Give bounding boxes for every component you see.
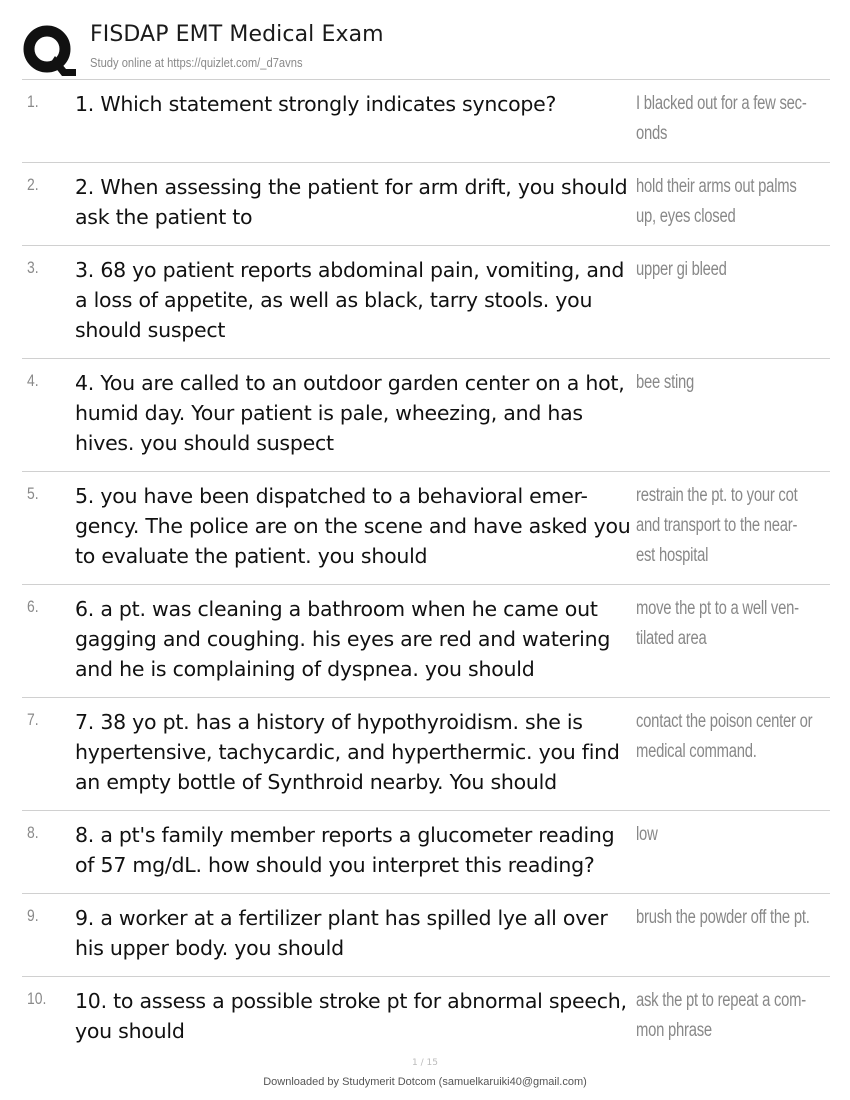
- card-definition: bee sting: [636, 372, 695, 393]
- card-number: 6.: [27, 597, 39, 616]
- page-title: FISDAP EMT Medical Exam: [90, 22, 384, 47]
- flashcard-row: [22, 80, 830, 163]
- card-number: 5.: [27, 484, 39, 503]
- card-definition: contact the poison center or medical command.: [636, 711, 813, 762]
- card-definition: move the pt to a well ven-tilated area: [636, 598, 799, 649]
- card-number: 10.: [27, 989, 47, 1008]
- flashcard-row: [22, 246, 830, 359]
- card-term: 5. you have been dispatched to a behavioral emer-gency. The police are on the scene and have asked you to evaluate the patient. you should: [75, 484, 631, 568]
- card-term: 2. When assessing the patient for arm drift, you should ask the patient to: [75, 175, 628, 229]
- quizlet-logo-icon: [22, 22, 76, 76]
- flashcard-row: [22, 585, 830, 698]
- card-definition: low: [636, 824, 658, 845]
- flashcard-row: [22, 894, 830, 977]
- card-definition: ask the pt to repeat a com-mon phrase: [636, 990, 806, 1041]
- card-number: 1.: [27, 92, 39, 111]
- card-definition: restrain the pt. to your cot and transport to the near-est hospital: [636, 485, 798, 566]
- card-definition: hold their arms out palms up, eyes closed: [636, 176, 797, 227]
- card-number: 2.: [27, 175, 39, 194]
- card-term: 7. 38 yo pt. has a history of hypothyroidism. she is hypertensive, tachycardic, and hyperthermic. you find an empty bottle of Synthroid nearby. You should: [75, 710, 620, 794]
- card-definition: I blacked out for a few sec-onds: [636, 93, 807, 144]
- flashcard-row: [22, 811, 830, 894]
- card-term: 8. a pt's family member reports a glucometer reading of 57 mg/dL. how should you interpret this reading?: [75, 823, 615, 877]
- flashcard-list: [22, 80, 830, 1060]
- card-number: 9.: [27, 906, 39, 925]
- download-footer: Downloaded by Studymerit Dotcom (samuelkaruiki40@gmail.com): [263, 1076, 587, 1088]
- card-term: 4. You are called to an outdoor garden center on a hot, humid day. Your patient is pale, wheezing, and has hives. you should suspect: [75, 371, 625, 455]
- card-term: 3. 68 yo patient reports abdominal pain, vomiting, and a loss of appetite, as well as black, tarry stools. you should suspect: [75, 258, 625, 342]
- card-definition: upper gi bleed: [636, 259, 727, 280]
- flashcard-row: [22, 977, 830, 1060]
- card-number: 8.: [27, 823, 39, 842]
- page-indicator: 1 / 15: [412, 1058, 438, 1068]
- card-definition: brush the powder off the pt.: [636, 907, 810, 928]
- flashcard-row: [22, 163, 830, 246]
- card-number: 3.: [27, 258, 39, 277]
- card-term: 1. Which statement strongly indicates syncope?: [75, 92, 557, 116]
- card-number: 7.: [27, 710, 39, 729]
- card-term: 9. a worker at a fertilizer plant has spilled lye all over his upper body. you should: [75, 906, 608, 960]
- flashcard-row: [22, 359, 830, 472]
- flashcard-row: [22, 472, 830, 585]
- header: [22, 20, 830, 78]
- flashcard-row: [22, 698, 830, 811]
- card-number: 4.: [27, 371, 39, 390]
- card-term: 6. a pt. was cleaning a bathroom when he came out gagging and coughing. his eyes are red and watering and he is complaining of dyspnea. you should: [75, 597, 611, 681]
- study-online-link: Study online at https://quizlet.com/_d7avns: [90, 55, 303, 70]
- card-term: 10. to assess a possible stroke pt for abnormal speech, you should: [75, 989, 627, 1043]
